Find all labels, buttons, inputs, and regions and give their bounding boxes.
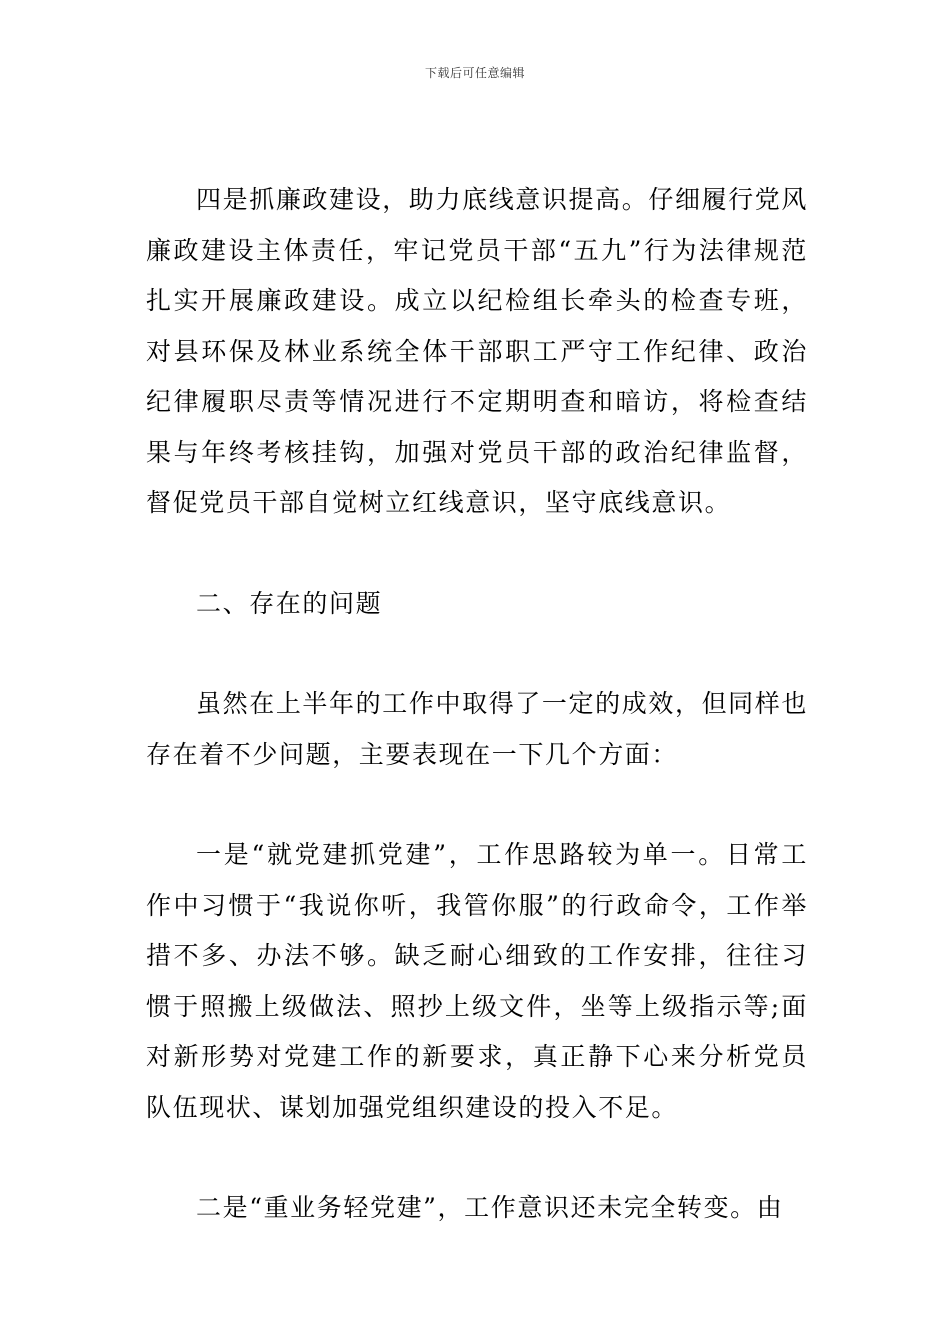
paragraph-anti-corruption: 四是抓廉政建设，助力底线意识提高。仔细履行党风廉政建设主体责任，牢记党员干部“五九”行为法律规范扎实开展廉政建设。成立以纪检组长牵头的检查专班，对县环保及林业系统全体干部职工严守工作纪律、政治纪律履职尽责等情况进行不定期明查和暗访，将检查结果与年终考核挂钩，加强对党员干部的政治纪律监督，督促党员干部自觉树立红线意识，坚守底线意识。 xyxy=(146,185,808,517)
section-heading-problems: 二、存在的问题 xyxy=(196,588,383,618)
header-note: 下载后可任意编辑 xyxy=(424,66,525,80)
paragraph-problems-intro: 虽然在上半年的工作中取得了一定的成效，但同样也存在着不少问题，主要表现在一下几个方面： xyxy=(146,689,808,769)
document-body xyxy=(146,175,808,1234)
paragraph-problem-two: 二是“重业务轻党建”，工作意识还未完全转变。由 xyxy=(196,1193,784,1222)
paragraph-problem-one: 一是“就党建抓党建”，工作思路较为单一。日常工作中习惯于“我说你听，我管你服”的行政命令，工作举措不多、办法不够。缺乏耐心细致的工作安排，往往习惯于照搬上级做法、照抄上级文件，坐等上级指示等;面对新形势对党建工作的新要求，真正静下心来分析党员队伍现状、谋划加强党组织建设的投入不足。 xyxy=(146,840,808,1122)
